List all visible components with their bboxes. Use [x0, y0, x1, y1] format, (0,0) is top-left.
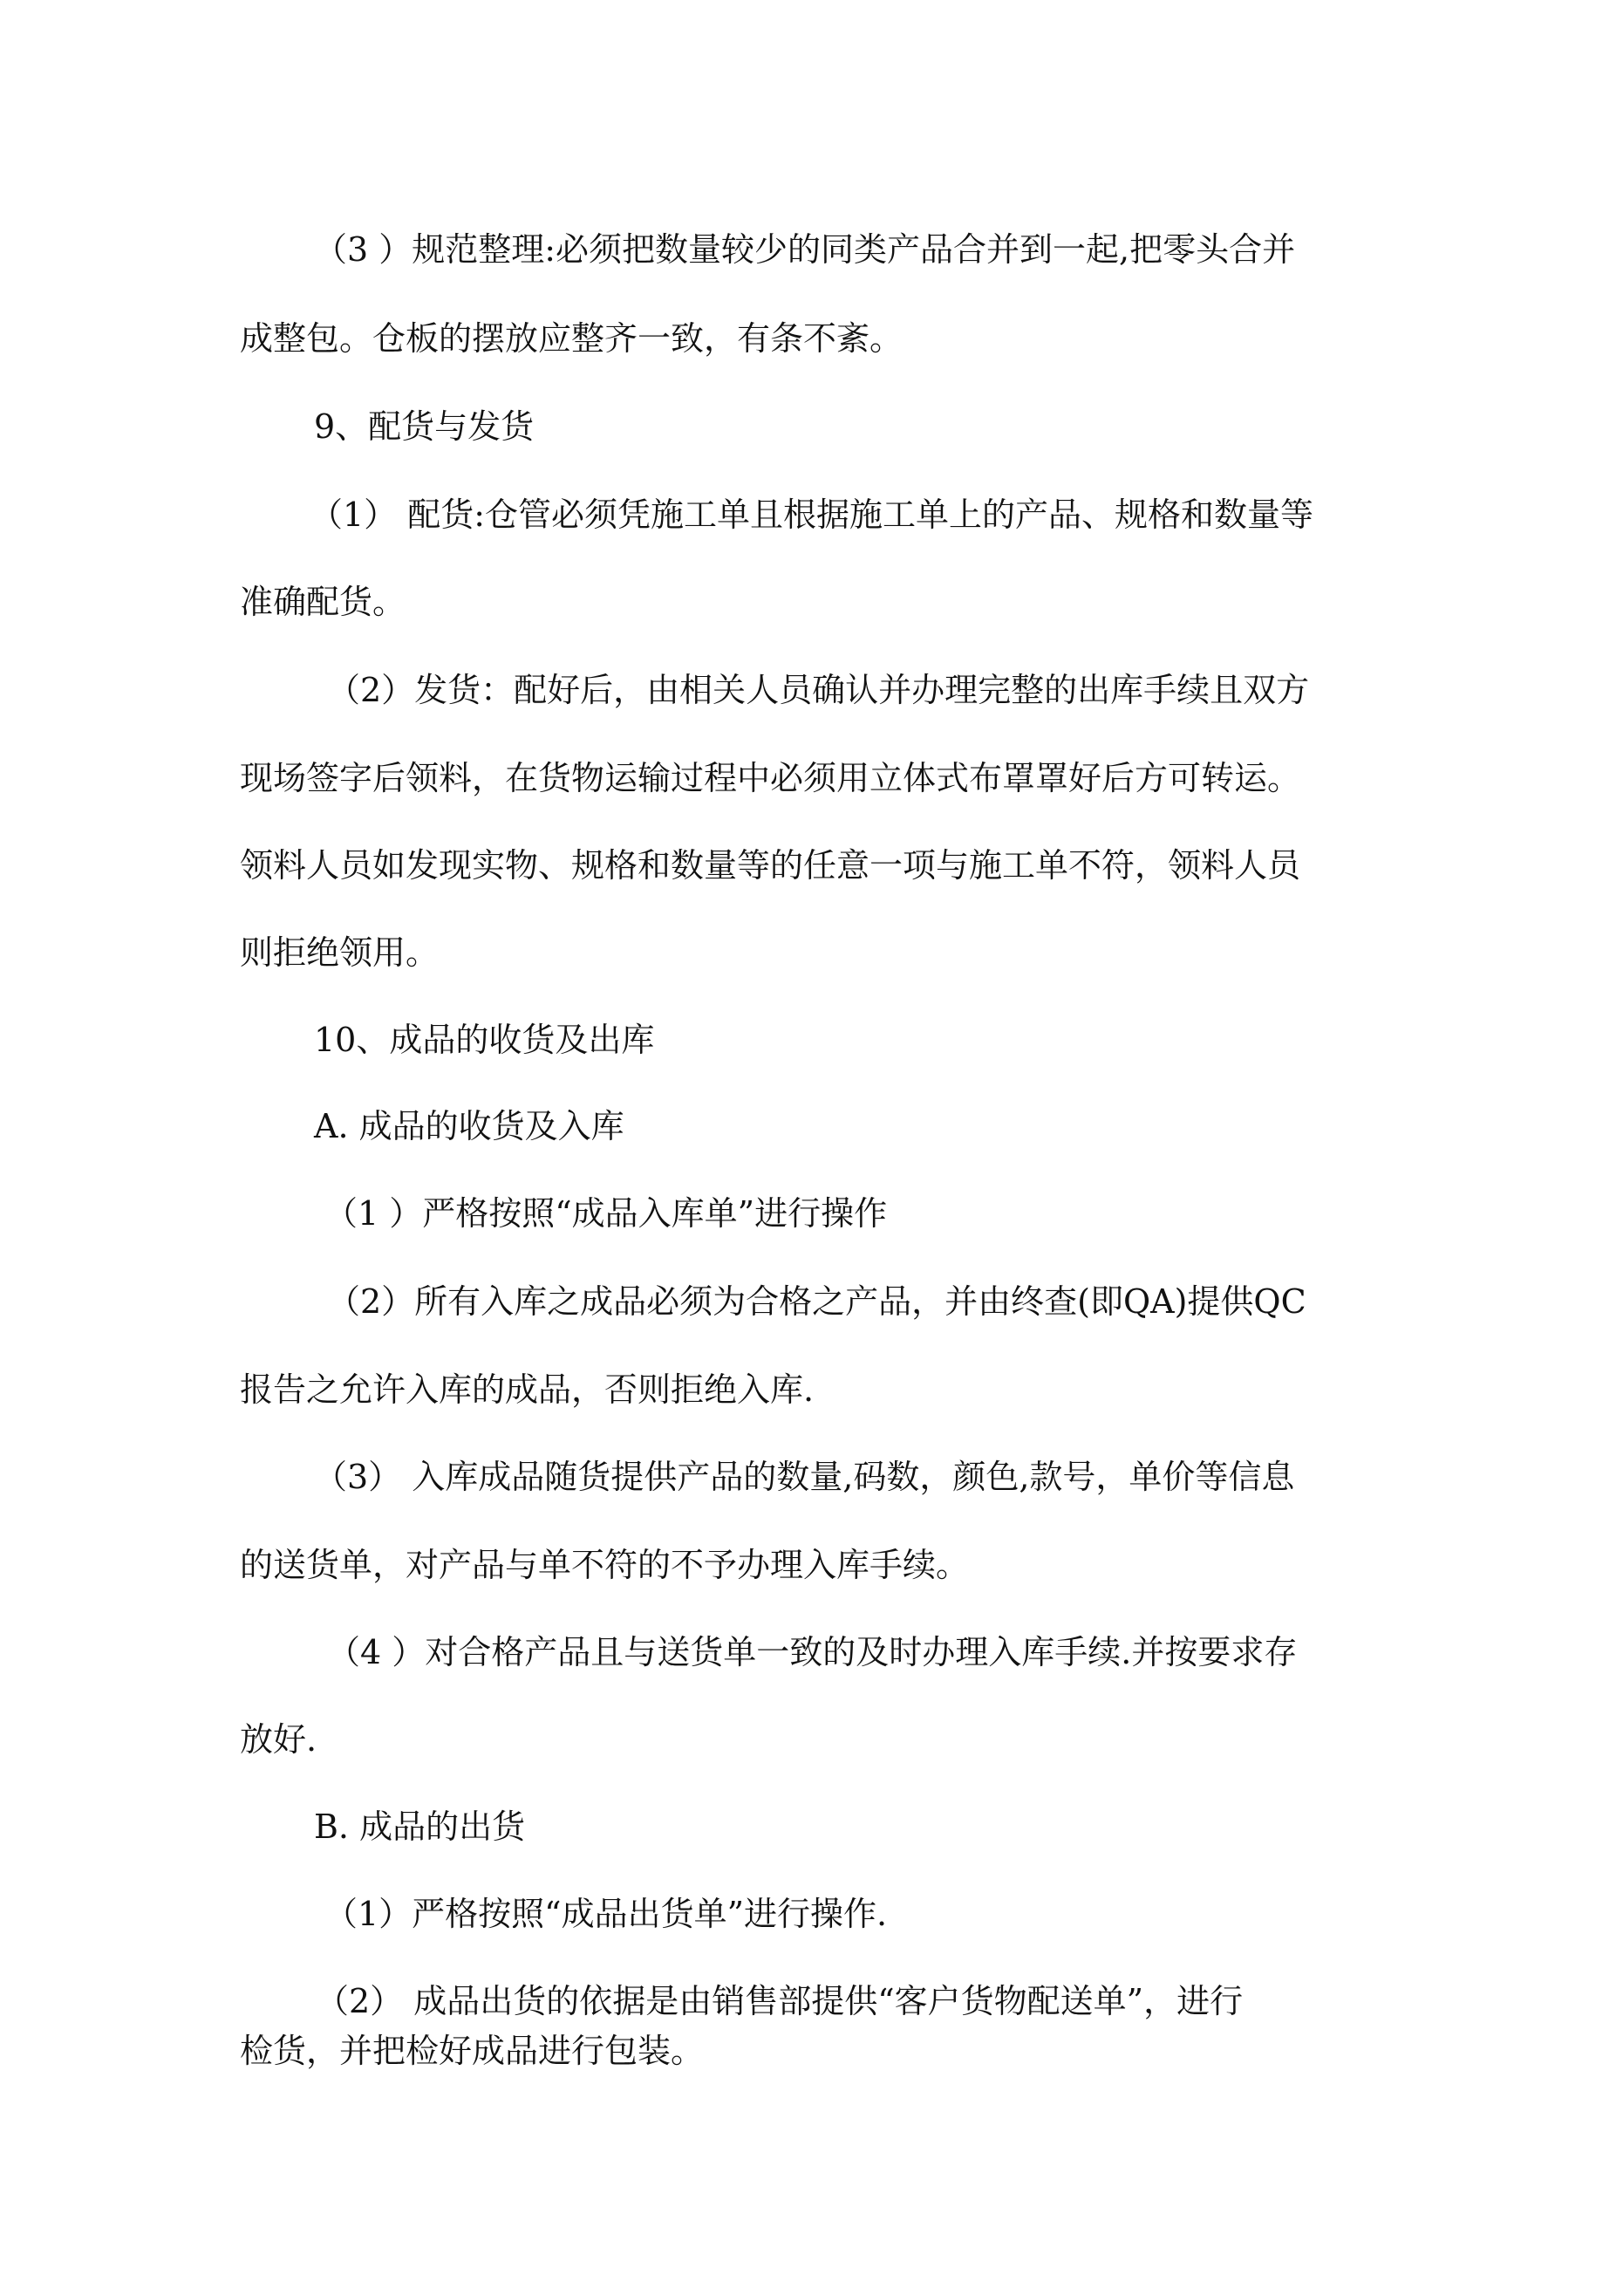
text-line: （1 ）严格按照“成品入库单”进行操作 — [324, 1194, 888, 1233]
text-line: 领料人员如发现实物、规格和数量等的任意一项与施工单不符，领料人员 — [240, 846, 1301, 885]
subsection-heading: B. 成品的出货 — [314, 1807, 526, 1846]
text-line: （2） 成品出货的依据是由销售部提供“客户货物配送单”，进行 — [316, 1982, 1244, 2020]
text-line: 现场签字后领料，在货物运输过程中必须用立体式布罩罩好后方可转运。 — [240, 759, 1301, 797]
text-line: 检货，并把检好成品进行包装。 — [240, 2032, 705, 2070]
text-line: 报告之允许入库的成品，否则拒绝入库. — [240, 1370, 815, 1409]
text-line: 放好. — [240, 1720, 317, 1759]
text-line: （1） 配货:仓管必须凭施工单且根据施工单上的产品、规格和数量等 — [310, 495, 1314, 534]
text-line: 则拒绝领用。 — [240, 933, 440, 972]
text-line: （3） 入库成品随货提供产品的数量,码数，颜色,款号，单价等信息 — [314, 1458, 1295, 1496]
text-line: （2）发货：配好后，由相关人员确认并办理完整的出库手续且双方 — [327, 671, 1310, 709]
text-line: （1）严格按照“成品出货单”进行操作. — [324, 1895, 888, 1933]
text-line: 准确配货。 — [240, 583, 406, 621]
text-line: （3 ）规范整理:必须把数量较少的同类产品合并到一起,把零头合并 — [314, 230, 1296, 269]
text-line: 的送货单，对产品与单不符的不予办理入库手续。 — [240, 1546, 970, 1584]
section-heading: 9、配货与发货 — [314, 407, 535, 446]
subsection-heading: A. 成品的收货及入库 — [314, 1107, 624, 1145]
text-line: （4 ）对合格产品且与送货单一致的及时办理入库手续.并按要求存 — [327, 1633, 1298, 1671]
text-line: （2）所有入库之成品必须为合格之产品，并由终查(即QA)提供QC — [327, 1282, 1306, 1321]
section-heading: 10、成品的收货及出库 — [314, 1021, 655, 1059]
text-line: 成整包。仓板的摆放应整齐一致，有条不紊。 — [240, 319, 904, 358]
